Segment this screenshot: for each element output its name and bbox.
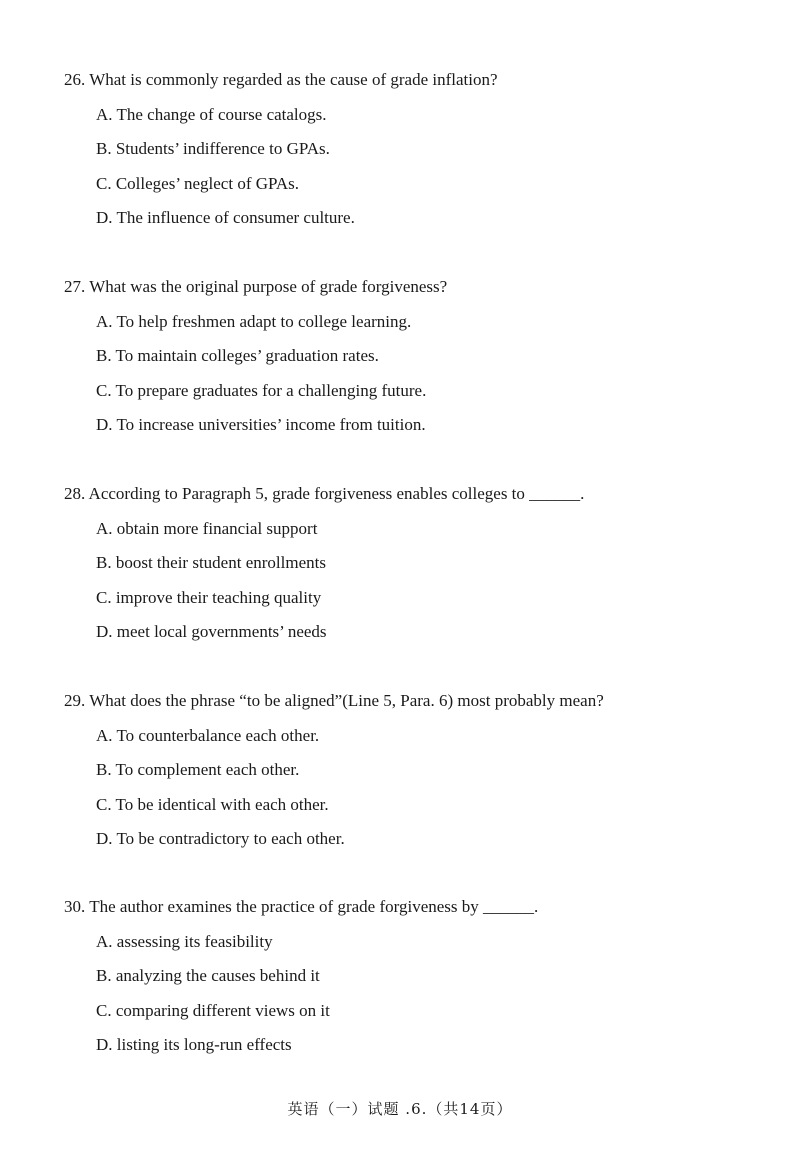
- option-d: D. listing its long-run effects: [96, 1035, 292, 1054]
- option-b: B. To maintain colleges’ graduation rates.: [96, 346, 379, 365]
- question-stem: 27. What was the original purpose of grade forgiveness?: [64, 277, 448, 296]
- option-b: B. Students’ indifference to GPAs.: [96, 139, 330, 158]
- option-b: B. boost their student enrollments: [96, 553, 326, 572]
- option-b: B. analyzing the causes behind it: [96, 966, 320, 985]
- option-c: C. comparing different views on it: [96, 1000, 330, 1020]
- option-d: D. meet local governments’ needs: [96, 622, 327, 641]
- option-d: D. To increase universities’ income from tuition.: [96, 415, 426, 434]
- option-a: A. To help freshmen adapt to college learning.: [96, 311, 412, 331]
- question-27: [64, 277, 744, 435]
- question-28: [64, 484, 744, 642]
- question-stem: 26. What is commonly regarded as the cause of grade inflation?: [64, 70, 498, 89]
- option-b: B. To complement each other.: [96, 760, 300, 779]
- option-a: A. The change of course catalogs.: [96, 104, 327, 124]
- option-a: A. To counterbalance each other.: [96, 725, 320, 745]
- option-d: D. The influence of consumer culture.: [96, 208, 355, 227]
- page-footer: 英语（一）试题 .6.（共14页）: [287, 1100, 513, 1118]
- option-a: A. assessing its feasibility: [96, 931, 273, 951]
- option-c: C. Colleges’ neglect of GPAs.: [96, 173, 300, 193]
- question-29: [64, 691, 744, 849]
- option-d: D. To be contradictory to each other.: [96, 829, 345, 848]
- question-26: [64, 70, 744, 228]
- question-stem: 30. The author examines the practice of grade forgiveness by ______.: [64, 897, 539, 916]
- option-a: A. obtain more financial support: [96, 518, 318, 538]
- question-stem: 29. What does the phrase “to be aligned”(Line 5, Para. 6) most probably mean?: [64, 691, 604, 710]
- option-c: C. To be identical with each other.: [96, 794, 329, 814]
- option-c: C. To prepare graduates for a challenging future.: [96, 380, 427, 400]
- question-30: [64, 897, 744, 1055]
- option-c: C. improve their teaching quality: [96, 587, 322, 607]
- question-stem: 28. According to Paragraph 5, grade forgiveness enables colleges to ______.: [64, 484, 585, 503]
